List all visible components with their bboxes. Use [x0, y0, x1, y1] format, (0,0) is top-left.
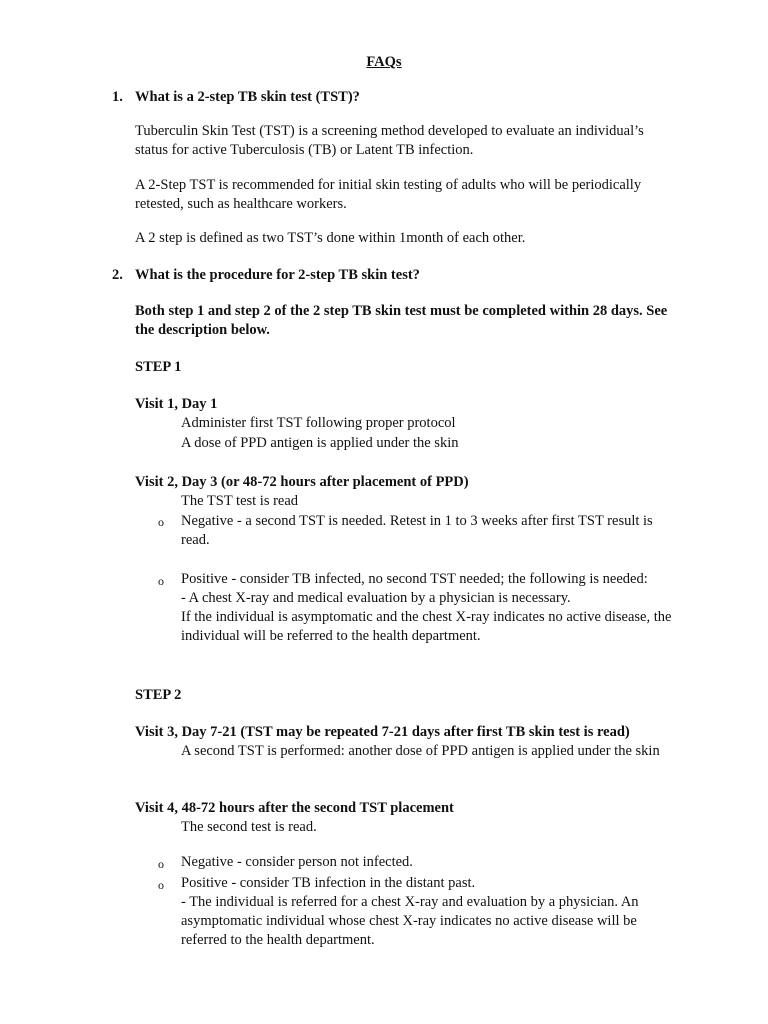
bullet-icon: o [158, 574, 164, 588]
visit-2-line-1: The TST test is read [181, 493, 299, 509]
bullet-icon: o [158, 515, 164, 529]
question-2-number: 2. [112, 267, 123, 283]
bullet-icon: o [158, 857, 164, 871]
visit-2-negative: Negative - a second TST is needed. Retest in 1 to 3 weeks after first TST result is read. [181, 513, 653, 548]
q1-paragraph-2: A 2-Step TST is recommended for initial skin testing of adults who will be periodically retested, such as healthcare workers. [135, 177, 642, 212]
bullet-icon: o [158, 878, 164, 892]
visit-1-line-1: Administer first TST following proper protocol [181, 415, 456, 431]
q1-paragraph-1: Tuberculin Skin Test (TST) is a screening method developed to evaluate an individual’s status for active Tuberculosis (TB) or Latent TB infection. [135, 123, 644, 158]
question-1-number: 1. [112, 89, 123, 105]
visit-4-heading: Visit 4, 48-72 hours after the second TST placement [135, 800, 454, 816]
visit-4-line-1: The second test is read. [181, 819, 317, 835]
visit-4-positive-1: Positive - consider TB infection in the distant past. [181, 875, 476, 891]
visit-1-heading: Visit 1, Day 1 [135, 396, 218, 412]
visit-3-line-1: A second TST is performed: another dose of PPD antigen is applied under the skin [181, 743, 660, 759]
question-2-heading: What is the procedure for 2-step TB skin test? [135, 267, 420, 283]
step-1-heading: STEP 1 [135, 359, 182, 375]
q1-paragraph-3: A 2 step is defined as two TST’s done within 1month of each other. [135, 230, 526, 246]
visit-4-negative: Negative - consider person not infected. [181, 854, 413, 870]
question-1-heading: What is a 2-step TB skin test (TST)? [135, 89, 360, 105]
visit-2-positive-3: If the individual is asymptomatic and the chest X-ray indicates no active disease, the individual will be referred to the health department. [181, 609, 672, 644]
q2-intro: Both step 1 and step 2 of the 2 step TB skin test must be completed within 28 days. See the description below. [135, 303, 668, 338]
visit-3-heading: Visit 3, Day 7-21 (TST may be repeated 7-21 days after first TB skin test is read) [135, 724, 630, 740]
visit-2-heading: Visit 2, Day 3 (or 48-72 hours after placement of PPD) [135, 474, 469, 490]
visit-4-positive-2: - The individual is referred for a chest X-ray and evaluation by a physician. An asymptomatic individual whose chest X-ray indicates no active disease will be referred to the health department. [181, 894, 639, 948]
page-title: FAQs [366, 54, 402, 70]
visit-2-positive-1: Positive - consider TB infected, no second TST needed; the following is needed: [181, 571, 648, 587]
visit-1-line-2: A dose of PPD antigen is applied under the skin [181, 435, 459, 451]
step-2-heading: STEP 2 [135, 687, 182, 703]
visit-2-positive-2: - A chest X-ray and medical evaluation by a physician is necessary. [181, 590, 571, 606]
